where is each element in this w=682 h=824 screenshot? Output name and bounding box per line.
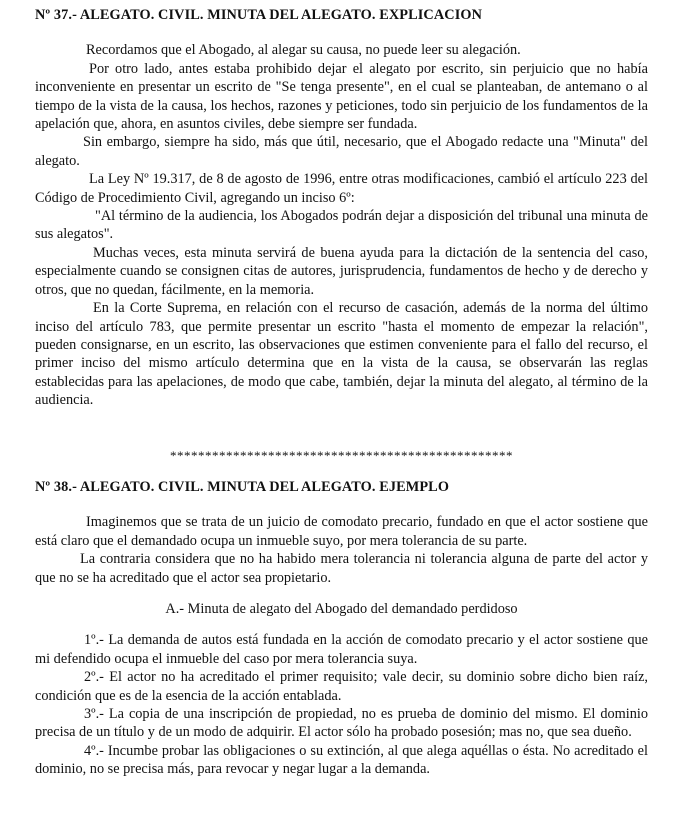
section-37-paragraph: Sin embargo, siempre ha sido, más que útil, necesario, que el Abogado redacte una "Minuta" del alegato.: [35, 134, 648, 169]
numbered-item: 2º.- El actor no ha acreditado el primer requisito; vale decir, su dominio sobre dicho bien raíz, condición que es de la esencia de la acción entablada.: [35, 669, 648, 704]
numbered-item: 1º.- La demanda de autos está fundada en la acción de comodato precario y el actor sostiene que mi defendido ocupa el inmueble del caso por mera tolerancia suya.: [35, 632, 648, 667]
section-37-paragraph: Por otro lado, antes estaba prohibido dejar el alegato por escrito, sin perjuicio que no había inconveniente en presentar un escrito de "Se tenga presente", en el cual se planteaban, de antemano o al tiempo de la vista de la causa, los hechos, razones y peticiones, todo sin perjuicio de los fundamentos de la apelación que, ahora, en asuntos civiles, debe siempre ser fundada.: [35, 60, 648, 133]
section-37-paragraph: La Ley Nº 19.317, de 8 de agosto de 1996, entre otras modificaciones, cambió el artículo 223 del Código de Procedimiento Civil, agregando un inciso 6º:: [35, 171, 648, 206]
section-38-subheading: A.- Minuta de alegato del Abogado del demandado perdidoso: [165, 600, 518, 617]
asterisk-separator: *************************************************: [170, 447, 513, 463]
section-37-paragraph: Muchas veces, esta minuta servirá de buena ayuda para la dictación de la sentencia del caso, especialmente cuando se consignen citas de autores, jurisprudencia, fundamentos de hecho y de derecho y otros, que no quedan, fácilmente, en la memoria.: [35, 244, 648, 298]
section-37-heading: Nº 37.- ALEGATO. CIVIL. MINUTA DEL ALEGATO. EXPLICACION: [35, 7, 483, 23]
section-37-paragraph: Recordamos que el Abogado, al alegar su causa, no puede leer su alegación.: [86, 42, 521, 59]
heading-spacer: [35, 24, 648, 41]
numbered-item: 3º.- La copia de una inscripción de propiedad, no es prueba de dominio del mismo. El dominio precisa de un título y de un modo de adquirir. El actor sólo ha probado posesión; mas no, que sea dueño.: [35, 706, 648, 741]
numbered-item: 4º.- Incumbe probar las obligaciones o su extinción, al que alega aquéllas o ésta. No acreditado el dominio, no se precisa más, para revocar y negar lugar a la demanda.: [35, 742, 648, 778]
section-38-paragraph: La contraria considera que no ha habido mera tolerancia ni tolerancia alguna de parte del actor y que no se ha acreditado que el actor sea propietario.: [35, 551, 648, 586]
section-38-heading: Nº 38.- ALEGATO. CIVIL. MINUTA DEL ALEGATO. EJEMPLO: [35, 478, 450, 495]
section-37-paragraph: En la Corte Suprema, en relación con el recurso de casación, además de la norma del último inciso del artículo 783, que permite presentar un escrito "hasta el momento de empezar la relación", pueden consignarse, en un escrito, las observaciones que estimen conveniente para el fallo del recurso, el primer inciso del mismo artículo determina que en la vista de la causa, se observarán las reglas establecidas para las apelaciones, de modo que cabe, también, dejar la minuta del alegato, al término de la audiencia.: [35, 300, 648, 409]
section-38-paragraph: Imaginemos que se trata de un juicio de comodato precario, fundado en que el actor sostiene que está claro que el demandado ocupa un inmueble suyo, por mera tolerancia de su parte.: [35, 514, 648, 549]
heading-spacer: [35, 496, 648, 513]
section-37-quote: "Al término de la audiencia, los Abogados podrán dejar a disposición del tribunal una minuta de sus alegatos".: [35, 208, 648, 243]
